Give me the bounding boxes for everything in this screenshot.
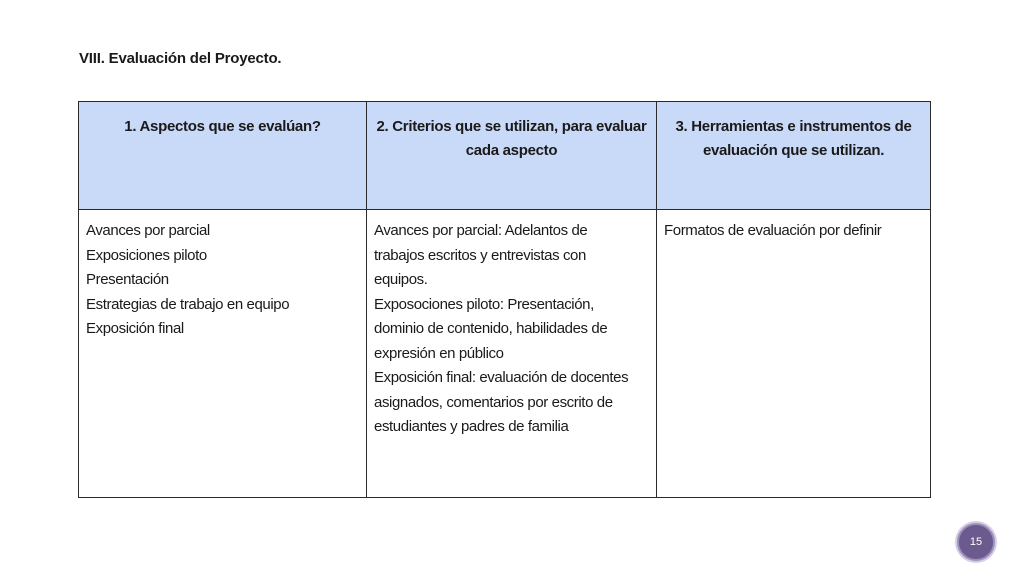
table-row bbox=[79, 210, 931, 498]
aspect-item: Avances por parcial bbox=[86, 222, 210, 239]
aspect-item: Estrategias de trabajo en equipo bbox=[86, 295, 290, 313]
aspect-item: Presentación bbox=[86, 271, 169, 288]
tools-cell bbox=[657, 210, 931, 498]
header-aspects: 1. Aspectos que se evalúan? bbox=[79, 102, 367, 210]
slide-title: VIII. Evaluación del Proyecto. bbox=[79, 50, 282, 67]
criteria-line: Avances por parcial: Adelantos de bbox=[374, 222, 588, 239]
table-header-row bbox=[79, 102, 931, 210]
header-criteria: 2. Criterios que se utilizan, para evaluar cada aspecto bbox=[367, 102, 657, 210]
page-number: 15 bbox=[969, 536, 983, 548]
criteria-line: dominio de contenido, habilidades de bbox=[374, 320, 608, 337]
criteria-cell bbox=[367, 210, 657, 498]
evaluation-table bbox=[78, 101, 931, 498]
header-tools: 3. Herramientas e instrumentos de evaluación que se utilizan. bbox=[657, 102, 931, 210]
aspects-cell bbox=[79, 210, 367, 498]
aspect-item: Exposición final bbox=[86, 320, 184, 337]
criteria-line: trabajos escritos y entrevistas con bbox=[374, 246, 586, 264]
criteria-line: Exposociones piloto: Presentación, bbox=[374, 295, 594, 313]
criteria-line: Exposición final: evaluación de docentes bbox=[374, 369, 629, 386]
criteria-line: asignados, comentarios por escrito de bbox=[374, 393, 613, 411]
criteria-line: estudiantes y padres de familia bbox=[374, 418, 569, 435]
criteria-line: equipos. bbox=[374, 271, 428, 288]
criteria-line: expresión en público bbox=[374, 344, 504, 362]
aspect-item: Exposiciones piloto bbox=[86, 246, 207, 264]
page-number-badge bbox=[957, 523, 995, 561]
tool-item: Formatos de evaluación por definir bbox=[664, 222, 882, 239]
